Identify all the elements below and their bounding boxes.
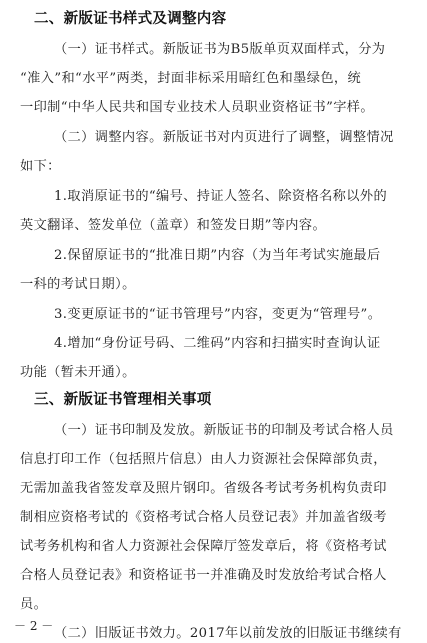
section-3-para-2-line-1: （二）旧版证书效力。2017年以前发放的旧版证书继续有 bbox=[54, 626, 402, 641]
section-2-heading: 二、新版证书样式及调整内容 bbox=[34, 11, 227, 27]
list-item-4-line-2: 功能（暂未开通）。 bbox=[20, 365, 136, 380]
section-2-para-1-line-3: 一印制“中华人民共和国专业技术人员职业资格证书”字样。 bbox=[20, 100, 374, 115]
section-2-para-2-line-2: 如下： bbox=[20, 159, 61, 174]
list-item-3-line-1: 3.变更原证书的“证书管理号”内容，变更为“管理号”。 bbox=[54, 307, 382, 322]
list-item-4-line-1: 4.增加“身份证号码、二维码”内容和扫描实时查询认证 bbox=[54, 336, 381, 351]
section-3-para-1-line-1: （一）证书印制及发放。新版证书的印制及考试合格人员 bbox=[54, 423, 394, 438]
list-item-2-line-2: 一科的考试日期）。 bbox=[20, 277, 136, 292]
list-item-1-line-2: 英文翻译、签发单位（盖章）和签发日期”等内容。 bbox=[20, 218, 327, 233]
list-item-1-line-1: 1.取消原证书的“编号、持证人签名、除资格名称以外的 bbox=[54, 189, 388, 204]
section-2-para-2-line-1: （二）调整内容。新版证书对内页进行了调整，调整情况 bbox=[54, 130, 394, 145]
list-item-2-line-1: 2.保留原证书的“批准日期”内容（为当年考试实施最后 bbox=[54, 248, 381, 263]
page-number: － 2 － bbox=[14, 619, 54, 633]
section-3-heading: 三、新版证书管理相关事项 bbox=[34, 392, 212, 408]
section-3-para-1-line-5: 试考务机构和省人力资源社会保障厅签发章后，将《资格考试 bbox=[20, 539, 387, 554]
section-2-para-1-line-2: “准入”和“水平”两类，封面非标采用暗红色和墨绿色，统 bbox=[20, 71, 362, 86]
section-3-para-1-line-6: 合格人员登记表》和资格证书一并准确及时发放给考试合格人 bbox=[20, 568, 387, 583]
section-3-para-1-line-2: 信息打印工作（包括照片信息）由人力资源社会保障部负责， bbox=[20, 452, 387, 467]
section-3-para-1-line-7: 员。 bbox=[20, 597, 48, 612]
section-2-para-1-line-1: （一）证书样式。新版证书为B5版单页双面样式，分为 bbox=[54, 42, 386, 57]
section-3-para-1-line-3: 无需加盖我省签发章及照片钢印。省级各考试考务机构负责印 bbox=[20, 481, 387, 496]
section-3-para-1-line-4: 制相应资格考试的《资格考试合格人员登记表》并加盖省级考 bbox=[20, 510, 387, 525]
